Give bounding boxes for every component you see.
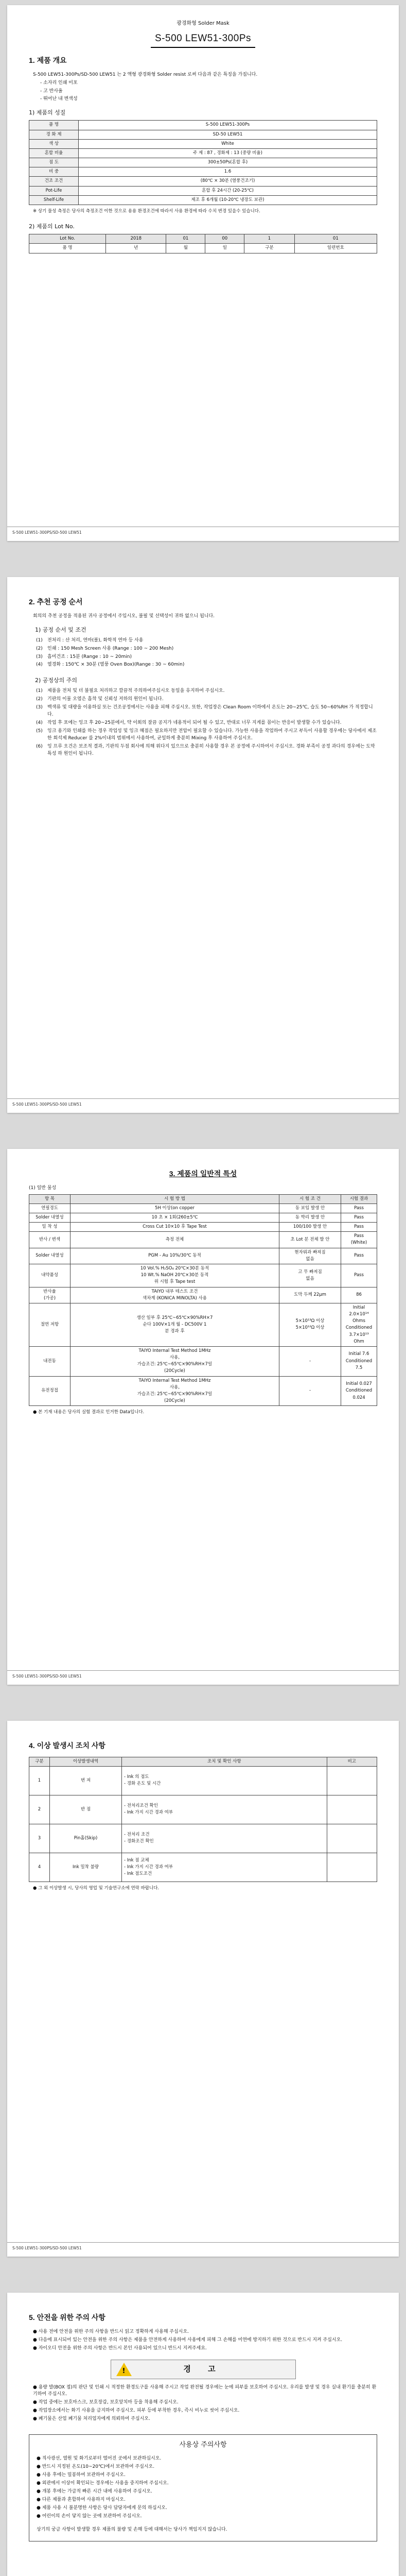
- list-item: [36, 696, 377, 703]
- spec-row: [29, 139, 377, 148]
- troubleshoot-cell: - 전처리조건 확인 - Ink 가지 시간 경과 여부: [122, 1795, 327, 1824]
- troubleshoot-note: ● 그 외 이상발생 시, 당사의 영업 및 기술연구소에 연락 바랍니다.: [33, 1885, 160, 1891]
- properties-cell: 고 무 빠져짐 없음: [279, 1264, 341, 1287]
- bullet-item: ● 개봉 후에는 가급적 빠른 시간 내에 사용하여 주십시오.: [37, 2489, 152, 2495]
- properties-row: [29, 1376, 377, 1406]
- lot-desc-cell: 일: [205, 244, 244, 253]
- spec-key: Shelf-Life: [29, 195, 79, 205]
- item-text: 인쇄 : 150 Mesh Screen 사용 (Range : 100 ~ 200 Mesh): [47, 646, 174, 651]
- properties-row: [29, 1346, 377, 1376]
- properties-cell: Pass: [341, 1264, 377, 1287]
- troubleshoot-cell: 3: [29, 1824, 50, 1853]
- troubleshoot-cell: [327, 1766, 377, 1795]
- lot-desc-cell: 일련번호: [294, 244, 377, 253]
- item-number: (1): [36, 637, 43, 643]
- lot-subtitle: 2) 제품의 Lot No.: [29, 223, 75, 230]
- spec-key: 점 도: [29, 158, 79, 167]
- properties-row: [29, 1287, 377, 1303]
- bullet-item: ● 용량 발(BOX 접)의 판단 및 인쇄 시 적정한 환경도구를 사용해 주시고 작업 완전될 경우에는 눈에 피부를 보호하여 주십시오. 우리를 발생 및 경우 실내 환기를 충분히 환기하여 주십시오.: [33, 2384, 377, 2397]
- intro-line: - 고 반사율: [40, 88, 63, 94]
- intro-line: S-500 LEW51-300Ps/SD-500 LEW51 는 2 액형 광경화형 Solder resist 로써 다음과 같은 특징을 가집니다.: [33, 72, 258, 77]
- process-subtitle: 1) 공정 순서 및 조건: [35, 626, 86, 633]
- properties-row: [29, 1264, 377, 1287]
- spec-row: [29, 121, 377, 130]
- properties-cell: -: [279, 1346, 341, 1376]
- properties-cell: Initial 2.0×10¹⁴ Ohms Conditioned 3.7×10¹³ Ohm: [341, 1303, 377, 1346]
- process-caution-subtitle: 2) 공정상의 주의: [35, 677, 78, 684]
- list-item: [36, 646, 377, 653]
- spec-row: [29, 130, 377, 139]
- properties-cell: 유전정접: [29, 1376, 70, 1406]
- lot-desc-row: [29, 244, 377, 253]
- properties-row: [29, 1223, 377, 1232]
- header-subtitle: 광경화형 Solder Mask: [176, 21, 230, 26]
- properties-cell: Pass (White): [341, 1232, 377, 1248]
- process-steps: [36, 637, 377, 669]
- properties-cell: PGM - Au 10%/30℃ 동적: [70, 1248, 279, 1264]
- troubleshoot-row: [29, 1766, 377, 1795]
- troubleshoot-cell: [327, 1853, 377, 1882]
- troubleshoot-cell: 1: [29, 1766, 50, 1795]
- list-item: [36, 720, 377, 727]
- properties-head-cell: 시험 결과: [341, 1194, 377, 1204]
- document-page-3: [7, 1149, 399, 1685]
- spec-table: [29, 120, 377, 205]
- bullet-item: ● 폐기물은 산업 폐기물 처리업자에게 의뢰하여 주십시오.: [33, 2416, 150, 2422]
- properties-header-row: [29, 1194, 377, 1204]
- properties-cell: 10 Vol.% H₂SO₄ 20℃×30분 동적 10 Wt.% NaOH 20℃×30분 동적 위 시험 후 Tape test: [70, 1264, 279, 1287]
- properties-cell: Pass: [341, 1213, 377, 1222]
- properties-table: [29, 1194, 377, 1406]
- document-title: S-500 LEW51-300Ps: [151, 31, 255, 48]
- page-footer: S-500 LEW51-300PS/SD-500 LEW51: [7, 1098, 399, 1113]
- properties-cell: 동 보임 발생 안: [279, 1204, 341, 1213]
- spec-key: 건조 조건: [29, 177, 79, 186]
- troubleshoot-cell: - Ink 의 점도 - 경화 온도 및 시간: [122, 1766, 327, 1795]
- item-text: 흡미건조 : 15분 (Range : 10 ~ 20min): [47, 654, 132, 659]
- item-text: 백색류 및 대량을 이용하실 또는 건조공정에서는 사용을 피해 주십시오. 또한, 작업장은 Clean Room 이하에서 온도는 20~25℃, 습도 50~60%RH 가 적정합니다.: [47, 705, 373, 718]
- properties-cell: Pass: [341, 1248, 377, 1264]
- properties-cell: 밀 착 성: [29, 1223, 70, 1232]
- properties-cell: Pass: [341, 1223, 377, 1232]
- troubleshoot-head-cell: 비고: [327, 1757, 377, 1766]
- properties-cell: 연필경도: [29, 1204, 70, 1213]
- spec-row: [29, 167, 377, 177]
- lot-head-cell: 00: [205, 234, 244, 244]
- usage-caution-title: 사용상 주의사항: [179, 2441, 227, 2449]
- lot-head-cell: 2018: [106, 234, 166, 244]
- section-2-title: 2. 추천 공정 순서: [29, 598, 83, 606]
- process-intro: 회의의 추천 공정을 적용된 귀사 공정에서 주입시오, 불필 및 선택성이 귀하 없으니 됩니다.: [33, 613, 215, 619]
- properties-cell: Solder 내열성: [29, 1213, 70, 1222]
- properties-head-cell: 시 험 방 법: [70, 1194, 279, 1204]
- properties-cell: 반사 / 변색: [29, 1232, 70, 1248]
- bullet-item: ● 사용 전에 안전을 위한 주의 사항을 반드시 읽고 정확하게 사용해 주십시오.: [33, 2329, 189, 2334]
- item-text: 잉크 용기와 인쇄를 하는 경우 작업성 및 잉크 혜점은 필요하지만 전압이 필요할 수 있습니다. 가능한 사용을 작업하여 주시고 부득이 사용할 경우에는 당사에서 제조한 회석제 Reducer 를 2%이내의 범위에서 사용하여, 균일하게 충분히 Mixing 후 사용하여 주십시오.: [47, 728, 377, 741]
- lot-desc-cell: 품 명: [29, 244, 106, 253]
- troubleshoot-cell: - 전처리 조건 - 경화조건 확인: [122, 1824, 327, 1853]
- spec-value: S-500 LEW51-300Ps: [79, 121, 377, 130]
- spec-row: [29, 177, 377, 186]
- intro-line: - 소자리 인쇄 미포: [40, 80, 78, 86]
- spec-value: 주 제 : 87 , 경화제 : 13 (중량 비율): [79, 148, 377, 158]
- page-footer: S-500 LEW51-300PS/SD-500 LEW51: [7, 1670, 399, 1685]
- properties-cell: 생산 일부 후 25℃~65℃×90%RH×7 순다 100V×1개 월 - DC500V 1 분 경과 후: [70, 1303, 279, 1346]
- bullet-item: ● 외관에서 이상이 확인되는 경우에는 사용을 중지하여 주십시오.: [37, 2481, 169, 2486]
- lot-table: [29, 234, 377, 253]
- properties-cell: 현자뭐과 빠져짐 없음: [279, 1248, 341, 1264]
- spec-row: [29, 158, 377, 167]
- properties-cell: TAIYO Internal Test Method 1MHz 사용, 가습조건: 25℃~65℃×90%RH×7일 (20Cycle): [70, 1376, 279, 1406]
- spec-value: (80℃ × 30분 (열풍건조기): [79, 177, 377, 186]
- bullet-item: ● 자이오디 안전을 위한 주의 사항은 반드시 본인 사용되어 있으니 반드시 지켜주세요.: [33, 2345, 207, 2351]
- spec-note: ※ 상기 물성 측정은 당사의 측정조건 이한 것으로 용용 환경조건에 따라서 사용 환경에 따라 수치 변경 있을수 있습니다.: [33, 208, 260, 214]
- troubleshoot-row: [29, 1853, 377, 1882]
- item-number: (4): [36, 720, 43, 726]
- properties-cell: 반사율 (가공): [29, 1287, 70, 1303]
- spec-key: 비 중: [29, 167, 79, 177]
- warning-items: [33, 2384, 377, 2424]
- bullet-item: ● 사용 후에는 밀봉하여 보관하여 주십시오.: [37, 2472, 126, 2478]
- properties-head-cell: 시 험 조 건: [279, 1194, 341, 1204]
- troubleshoot-row: [29, 1824, 377, 1853]
- properties-cell: -: [279, 1376, 341, 1406]
- properties-cell: 86: [341, 1287, 377, 1303]
- section-3-title: 3. 제품의 일반적 특성: [169, 1170, 237, 1178]
- list-item: [36, 637, 377, 645]
- lot-head-cell: 01: [294, 234, 377, 244]
- item-text: 잉 프루 오건은 보조적 결과, 기판의 두점 회사에 의해 위다지 있으므로 충분히 사용할 경우 본 공정에 주시하여서 주십시오. 경화 부족이 공정 과다의 경우에는 도막 특성 하 원인이 됩니다.: [47, 744, 375, 756]
- spec-value: 제조 후 6개월 (10-20℃ 냉장도 보관): [79, 195, 377, 205]
- troubleshoot-cell: Pin홀(Skip): [50, 1824, 122, 1853]
- usage-caution-items: [37, 2455, 369, 2520]
- item-text: 전처리 : 산 처리, 연마(볼), 화학적 연마 등 사용: [47, 637, 144, 643]
- properties-row: [29, 1232, 377, 1248]
- document-page-2: [7, 577, 399, 1113]
- properties-cell: 절연 저항: [29, 1303, 70, 1346]
- item-number: (2): [36, 697, 43, 702]
- lot-desc-cell: 년: [106, 244, 166, 253]
- lot-desc-cell: 구분: [244, 244, 294, 253]
- page-footer: S-500 LEW51-300PS/SD-500 LEW51: [7, 2242, 399, 2257]
- bullet-item: ● 작업 중에는 보호마스크, 보호장갑, 보호앞치마 등을 착용해 주십시오.: [33, 2400, 179, 2405]
- lot-head-cell: 1: [244, 234, 294, 244]
- document-page-1: [7, 5, 399, 541]
- lot-desc-cell: 월: [166, 244, 205, 253]
- spec-row: [29, 195, 377, 205]
- item-number: (3): [36, 705, 43, 710]
- properties-cell: TAIYO Internal Test Method 1MHz 사용, 가습조건: 25℃~65℃×90%RH×7일 (20Cycle): [70, 1346, 279, 1376]
- lot-head-cell: 01: [166, 234, 205, 244]
- spec-value: SD-50 LEW51: [79, 130, 377, 139]
- list-item: [36, 654, 377, 661]
- item-number: (6): [36, 744, 43, 750]
- spec-value: 1.6: [79, 167, 377, 177]
- troubleshoot-cell: 번 져: [50, 1766, 122, 1795]
- troubleshoot-row: [29, 1795, 377, 1824]
- section-5-title: 5. 안전을 위한 주의 사항: [29, 2313, 105, 2321]
- spec-value: 혼합 후 24시간 (20-25℃): [79, 186, 377, 195]
- item-text: 작업 후 포에는 잉크 후 20~25분에서, 약 이회의 잘끔 공지가 네용적이 되어 될 수 있고, 반대로 너무 지게를 꼽이는 반응이 발생할 수가 있습니다.: [47, 720, 342, 726]
- properties-row: [29, 1303, 377, 1346]
- properties-cell: 초 Lot 분 전체 발 안: [279, 1232, 341, 1248]
- item-text: 열경화 : 150℃ × 30분 (열풍 Oven Box)(Range : 30 ~ 60min): [47, 662, 185, 668]
- troubleshoot-cell: - Ink 점 교체 - Ink 가지 시간 경과 여부 - Ink 점도조건: [122, 1853, 327, 1882]
- properties-subtitle: (1) 일반 물성: [29, 1185, 57, 1191]
- exclamation-icon: !: [122, 2367, 126, 2375]
- properties-cell: 내약품성: [29, 1264, 70, 1287]
- intro-line: - 뛰어난 내 변색성: [40, 96, 78, 102]
- spec-key: Pot-Life: [29, 186, 79, 195]
- document-page-5: [7, 2293, 399, 2576]
- spec-key: 품 명: [29, 121, 79, 130]
- item-number: (3): [36, 654, 43, 659]
- properties-cell: 도막 두께 22μm: [279, 1287, 341, 1303]
- bullet-item: ● 제품 사용 시 불분명한 사항은 당사 담당자에게 문의 하십시오.: [37, 2505, 167, 2511]
- properties-cell: TAIYO 내부 테스트 조건 색차계 (KONICA MINOLTA) 사용: [70, 1287, 279, 1303]
- properties-cell: Cross Cut 10×10 후 Tape Test: [70, 1223, 279, 1232]
- bullet-item: ● 어린이의 손이 닿지 않는 곳에 보관하여 주십시오.: [37, 2513, 142, 2519]
- lot-header-row: [29, 234, 377, 244]
- product-intro: [33, 72, 377, 104]
- troubleshoot-cell: 4: [29, 1853, 50, 1882]
- spec-value: White: [79, 139, 377, 148]
- item-number: (5): [36, 728, 43, 734]
- troubleshoot-cell: [327, 1824, 377, 1853]
- bullet-item: ● 반드시 지정된 온도(10~20℃)에서 보관하여 주십시오.: [37, 2464, 155, 2470]
- closing-statement: 상기의 궁금 사항이 발생할 경우 제품의 불량 및 손해 등에 대해서는 당사가 책임지지 않습니다.: [37, 2527, 227, 2532]
- document-header: [29, 20, 377, 48]
- properties-cell: Pass: [341, 1204, 377, 1213]
- properties-cell: 5H 이상(on copper: [70, 1204, 279, 1213]
- spec-value: 300±50Ps(혼합 후): [79, 158, 377, 167]
- process-notes: [36, 688, 377, 757]
- troubleshoot-table: [29, 1757, 377, 1882]
- item-number: (4): [36, 662, 43, 668]
- item-text: 제품을 전처 및 더 불필요 처리하고 깔끔적 주의하여주십시오 동일을 유지하여 주십시오.: [47, 688, 225, 694]
- troubleshoot-head-cell: 조치 및 확인 사항: [122, 1757, 327, 1766]
- lot-head-cell: Lot No.: [29, 234, 106, 244]
- properties-cell: 100/100 발생 안: [279, 1223, 341, 1232]
- properties-cell: Initial 0.027 Conditioned 0.024: [341, 1376, 377, 1406]
- warning-banner: [111, 2360, 296, 2379]
- troubleshoot-head-cell: 구분: [29, 1757, 50, 1766]
- warning-label: 경 고: [183, 2364, 223, 2374]
- properties-row: [29, 1204, 377, 1213]
- properties-cell: 동 박리 발생 안: [279, 1213, 341, 1222]
- list-item: [36, 704, 377, 719]
- list-item: [36, 743, 377, 758]
- properties-row: [29, 1213, 377, 1222]
- properties-cell: 5×10¹³Ω 이상 5×10¹²Ω 이상: [279, 1303, 341, 1346]
- bullet-item: ● 다음에 표시되어 있는 안전을 위한 주의 사항은 제품을 안전하게 사용하여 사용에게 피해 그 손해를 미연에 방지하기 위한 것으로 반드시 지켜 주십시오.: [33, 2337, 343, 2343]
- spec-row: [29, 186, 377, 195]
- bullet-item: ● 직사광선, 열원 및 화기로부터 떨어진 곳에서 보관하십시오.: [37, 2456, 162, 2462]
- spec-key: 경 화 제: [29, 130, 79, 139]
- bullet-item: ● 다른 제품과 혼합하여 사용하지 마십시오.: [37, 2497, 126, 2503]
- troubleshoot-head-cell: 이상발생내역: [50, 1757, 122, 1766]
- spec-row: [29, 148, 377, 158]
- properties-cell: 측정 전체: [70, 1232, 279, 1248]
- troubleshoot-cell: Ink 밀착 불량: [50, 1853, 122, 1882]
- section-1-title: 1. 제품 개요: [29, 56, 67, 64]
- spec-subtitle: 1) 제품의 성질: [29, 109, 66, 116]
- document-page-4: [7, 1721, 399, 2257]
- list-item: [36, 688, 377, 695]
- troubleshoot-cell: 2: [29, 1795, 50, 1824]
- item-number: (2): [36, 646, 43, 651]
- troubleshoot-cell: [327, 1795, 377, 1824]
- section-4-title: 4. 이상 발생시 조치 사항: [29, 1741, 105, 1750]
- spec-key: 혼합 비율: [29, 148, 79, 158]
- list-item: [36, 728, 377, 742]
- bullet-item: ● 작업장소에서는 화기 사용을 금지하여 주십시오. 피부 등에 부착한 경우, 즉시 비누로 씻어 주십시오.: [33, 2408, 240, 2414]
- properties-cell: 10 초 × 1회(260±5℃: [70, 1213, 279, 1222]
- properties-head-cell: 항 목: [29, 1194, 70, 1204]
- page-footer: S-500 LEW51-300PS/SD-500 LEW51: [7, 527, 399, 541]
- properties-cell: Initial 7.6 Conditioned 7.5: [341, 1346, 377, 1376]
- troubleshoot-header-row: [29, 1757, 377, 1766]
- safety-bullets: [33, 2329, 377, 2352]
- properties-cell: 내전동: [29, 1346, 70, 1376]
- properties-note: ● 본 기재 내용은 당사의 실험 결과로 인거한 Data입니다.: [33, 1410, 145, 1415]
- list-item: [36, 662, 377, 669]
- usage-caution-box: [29, 2434, 377, 2541]
- troubleshoot-cell: 반 점: [50, 1795, 122, 1824]
- item-number: (1): [36, 688, 43, 694]
- properties-row: [29, 1248, 377, 1264]
- item-text: 기판의 이물 오염은 흡착 및 신뢰성 저하의 원인이 됩니다.: [47, 697, 164, 702]
- properties-cell: Solder 내열성: [29, 1248, 70, 1264]
- spec-key: 색 상: [29, 139, 79, 148]
